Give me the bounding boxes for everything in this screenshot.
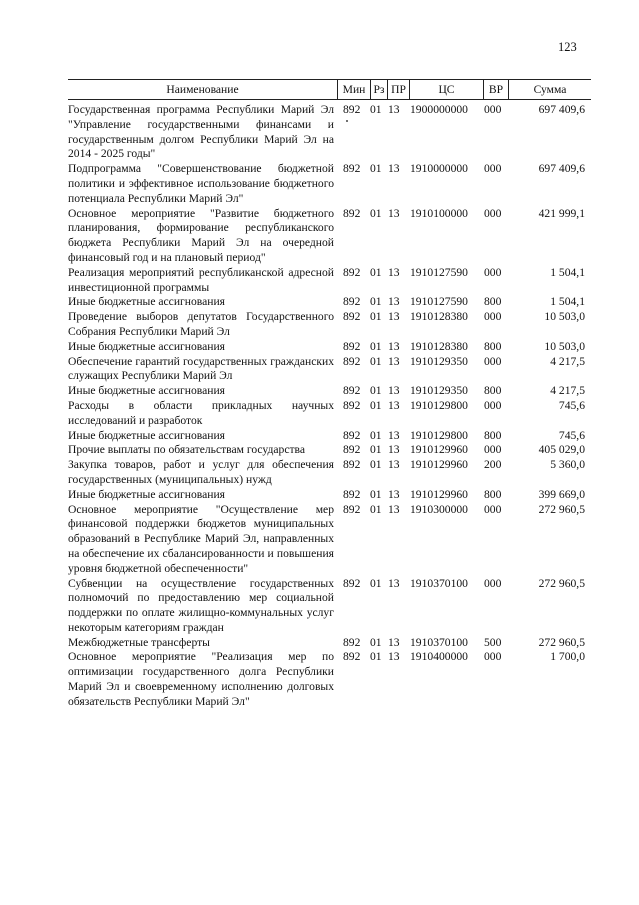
row-pr: 13 xyxy=(388,650,400,664)
table-row xyxy=(68,384,591,399)
row-vr: 000 xyxy=(484,502,502,516)
table-row xyxy=(68,488,591,503)
row-rz: 01 xyxy=(370,295,382,309)
header-rz: Рз xyxy=(370,80,387,99)
row-sum: 272 960,5 xyxy=(538,502,585,516)
row-rz: 01 xyxy=(370,206,382,220)
row-cs: 1910129800 xyxy=(410,398,468,412)
row-rz: 01 xyxy=(370,310,382,324)
row-cs: 1910127590 xyxy=(410,265,468,279)
row-rz: 01 xyxy=(370,458,382,472)
row-name: Межбюджетные трансферты xyxy=(68,635,210,649)
row-min: 892 xyxy=(343,487,361,501)
row-sum: 10 503,0 xyxy=(544,339,585,353)
row-vr: 800 xyxy=(484,339,502,353)
row-cs: 1910100000 xyxy=(410,206,468,220)
row-pr: 13 xyxy=(388,384,400,398)
row-min: 892 xyxy=(343,428,361,442)
header-sum: Сумма xyxy=(508,80,591,99)
table-row xyxy=(68,443,591,458)
row-vr: 800 xyxy=(484,384,502,398)
row-name: Иные бюджетные ассигнования xyxy=(68,339,225,353)
row-vr: 200 xyxy=(484,458,502,472)
row-sum: 10 503,0 xyxy=(544,310,585,324)
row-vr: 800 xyxy=(484,487,502,501)
row-name: Иные бюджетные ассигнования xyxy=(68,428,225,442)
header-pr: ПР xyxy=(387,80,409,99)
table-row xyxy=(68,162,591,206)
row-pr: 13 xyxy=(388,398,400,412)
table-row xyxy=(68,310,591,340)
row-sum: 1 700,0 xyxy=(550,650,585,664)
table-row xyxy=(68,207,591,266)
table-row xyxy=(68,103,591,162)
row-name: Иные бюджетные ассигнования xyxy=(68,487,225,501)
header-name: Наименование xyxy=(166,83,239,96)
row-pr: 13 xyxy=(388,310,400,324)
row-cs: 1910128380 xyxy=(410,310,468,324)
row-cs: 1910129960 xyxy=(410,443,468,457)
table-row xyxy=(68,429,591,444)
row-name: Расходы в области прикладных научных исследований и разработок xyxy=(68,398,334,427)
row-vr: 000 xyxy=(484,576,502,590)
row-min: 892 xyxy=(343,103,361,116)
row-rz: 01 xyxy=(370,103,382,116)
table-row xyxy=(68,577,591,636)
table-row xyxy=(68,650,591,709)
row-cs: 1910129960 xyxy=(410,458,468,472)
row-name: Иные бюджетные ассигнования xyxy=(68,295,225,309)
row-name: Подпрограмма "Совершенствование бюджетной политики и эффективное использование бюджетного потенциала Республики Марий Эл" xyxy=(68,162,334,205)
row-sum: 405 029,0 xyxy=(538,443,585,457)
row-rz: 01 xyxy=(370,576,382,590)
row-vr: 000 xyxy=(484,443,502,457)
page-number: 123 xyxy=(558,40,577,54)
row-cs: 1910000000 xyxy=(410,162,468,176)
row-name: Реализация мероприятий республиканской адресной инвестиционной программы xyxy=(68,265,334,294)
row-pr: 13 xyxy=(388,458,400,472)
header-vr: ВР xyxy=(483,80,508,99)
table-row xyxy=(68,458,591,488)
row-name: Основное мероприятие "Осуществление мер финансовой поддержки бюджетов муниципальных образований в Республике Марий Эл, направленных на обеспечение их сбалансированности и повышения уровня бюджетной обеспеченности" xyxy=(68,502,334,575)
row-pr: 13 xyxy=(388,576,400,590)
row-cs: 1900000000 xyxy=(410,103,468,116)
row-sum: 745,6 xyxy=(558,398,585,412)
table-row xyxy=(68,266,591,296)
row-pr: 13 xyxy=(388,428,400,442)
row-rz: 01 xyxy=(370,384,382,398)
row-cs: 1910129960 xyxy=(410,487,468,501)
row-pr: 13 xyxy=(388,354,400,368)
row-cs: 1910370100 xyxy=(410,576,468,590)
row-vr: 000 xyxy=(484,398,502,412)
row-name: Обеспечение гарантий государственных гражданских служащих Республики Марий Эл xyxy=(68,354,334,383)
row-rz: 01 xyxy=(370,354,382,368)
row-sum: 272 960,5 xyxy=(538,635,585,649)
row-pr: 13 xyxy=(388,162,400,176)
row-min: 892 xyxy=(343,635,361,649)
row-cs: 1910127590 xyxy=(410,295,468,309)
row-cs: 1910129350 xyxy=(410,354,468,368)
row-sum: 1 504,1 xyxy=(550,265,585,279)
row-min: 892 xyxy=(343,162,361,176)
row-sum: 5 360,0 xyxy=(550,458,585,472)
header-min: Мин xyxy=(337,80,370,99)
row-pr: 13 xyxy=(388,339,400,353)
row-rz: 01 xyxy=(370,428,382,442)
row-pr: 13 xyxy=(388,635,400,649)
row-pr: 13 xyxy=(388,443,400,457)
row-rz: 01 xyxy=(370,398,382,412)
table-row xyxy=(68,355,591,385)
row-rz: 01 xyxy=(370,502,382,516)
row-vr: 000 xyxy=(484,206,502,220)
row-cs: 1910370100 xyxy=(410,635,468,649)
row-min: 892 xyxy=(343,398,361,412)
row-min: 892 xyxy=(343,443,361,457)
row-min: 892 xyxy=(343,458,361,472)
row-min: 892 xyxy=(343,206,361,220)
row-rz: 01 xyxy=(370,487,382,501)
row-sum: 745,6 xyxy=(558,428,585,442)
row-vr: 000 xyxy=(484,650,502,664)
table-row xyxy=(68,295,591,310)
table-row xyxy=(68,503,591,577)
table-header xyxy=(68,79,591,100)
row-name: Закупка товаров, работ и услуг для обеспечения государственных (муниципальных) нужд xyxy=(68,458,334,486)
row-name: Основное мероприятие "Реализация мер по оптимизации государственного долга Республики Марий Эл и своевременному исполнению долговых обязательств Республики Марий Эл" xyxy=(68,650,334,708)
row-vr: 000 xyxy=(484,354,502,368)
row-vr: 000 xyxy=(484,265,502,279)
table-body xyxy=(68,103,591,710)
row-sum: 4 217,5 xyxy=(550,384,585,398)
row-min: 892 xyxy=(343,310,361,324)
row-vr: 000 xyxy=(484,310,502,324)
row-name: Иные бюджетные ассигнования xyxy=(68,384,225,398)
row-rz: 01 xyxy=(370,265,382,279)
row-min: 892 xyxy=(343,354,361,368)
row-sum: 4 217,5 xyxy=(550,354,585,368)
row-pr: 13 xyxy=(388,265,400,279)
row-vr: 800 xyxy=(484,295,502,309)
row-name: Прочие выплаты по обязательствам государства xyxy=(68,443,305,457)
table-row xyxy=(68,636,591,651)
row-sum: 272 960,5 xyxy=(538,576,585,590)
row-min: 892 xyxy=(343,339,361,353)
row-name: Основное мероприятие "Развитие бюджетного планирования, формирование республиканского бюджета Республики Марий Эл на очередной финансовый год и на плановый период" xyxy=(68,206,334,264)
row-name: Государственная программа Республики Марий Эл "Управление государственными финансами и государственным долгом Республики Марий Эл на 2014 - 2025 годы" xyxy=(68,103,334,161)
row-vr: 500 xyxy=(484,635,502,649)
table-row xyxy=(68,340,591,355)
row-min: 892 xyxy=(343,650,361,664)
row-pr: 13 xyxy=(388,487,400,501)
row-vr: 000 xyxy=(484,103,502,116)
row-min: 892 xyxy=(343,295,361,309)
row-min: 892 xyxy=(343,576,361,590)
header-cs: ЦС xyxy=(409,80,483,99)
row-rz: 01 xyxy=(370,339,382,353)
row-min: 892 xyxy=(343,265,361,279)
row-vr: 800 xyxy=(484,428,502,442)
row-rz: 01 xyxy=(370,650,382,664)
row-pr: 13 xyxy=(388,206,400,220)
row-min: 892 xyxy=(343,502,361,516)
row-vr: 000 xyxy=(484,162,502,176)
row-sum: 697 409,6 xyxy=(538,162,585,176)
row-pr: 13 xyxy=(388,295,400,309)
row-sum: 697 409,6 xyxy=(538,103,585,116)
row-rz: 01 xyxy=(370,635,382,649)
row-cs: 1910128380 xyxy=(410,339,468,353)
table-row xyxy=(68,399,591,429)
row-pr: 13 xyxy=(388,502,400,516)
row-cs: 1910400000 xyxy=(410,650,468,664)
row-name: Проведение выборов депутатов Государственного Собрания Республики Марий Эл xyxy=(68,310,334,338)
row-min: 892 xyxy=(343,384,361,398)
row-cs: 1910129350 xyxy=(410,384,468,398)
row-pr: 13 xyxy=(388,103,400,116)
row-cs: 1910300000 xyxy=(410,502,468,516)
row-sum: 421 999,1 xyxy=(538,206,585,220)
row-rz: 01 xyxy=(370,162,382,176)
row-sum: 1 504,1 xyxy=(550,295,585,309)
row-rz: 01 xyxy=(370,443,382,457)
row-sum: 399 669,0 xyxy=(538,487,585,501)
row-name: Субвенции на осуществление государственных полномочий по предоставлению мер социальной поддержки по оплате жилищно-коммунальных услуг некоторым категориям граждан xyxy=(68,576,334,634)
row-cs: 1910129800 xyxy=(410,428,468,442)
